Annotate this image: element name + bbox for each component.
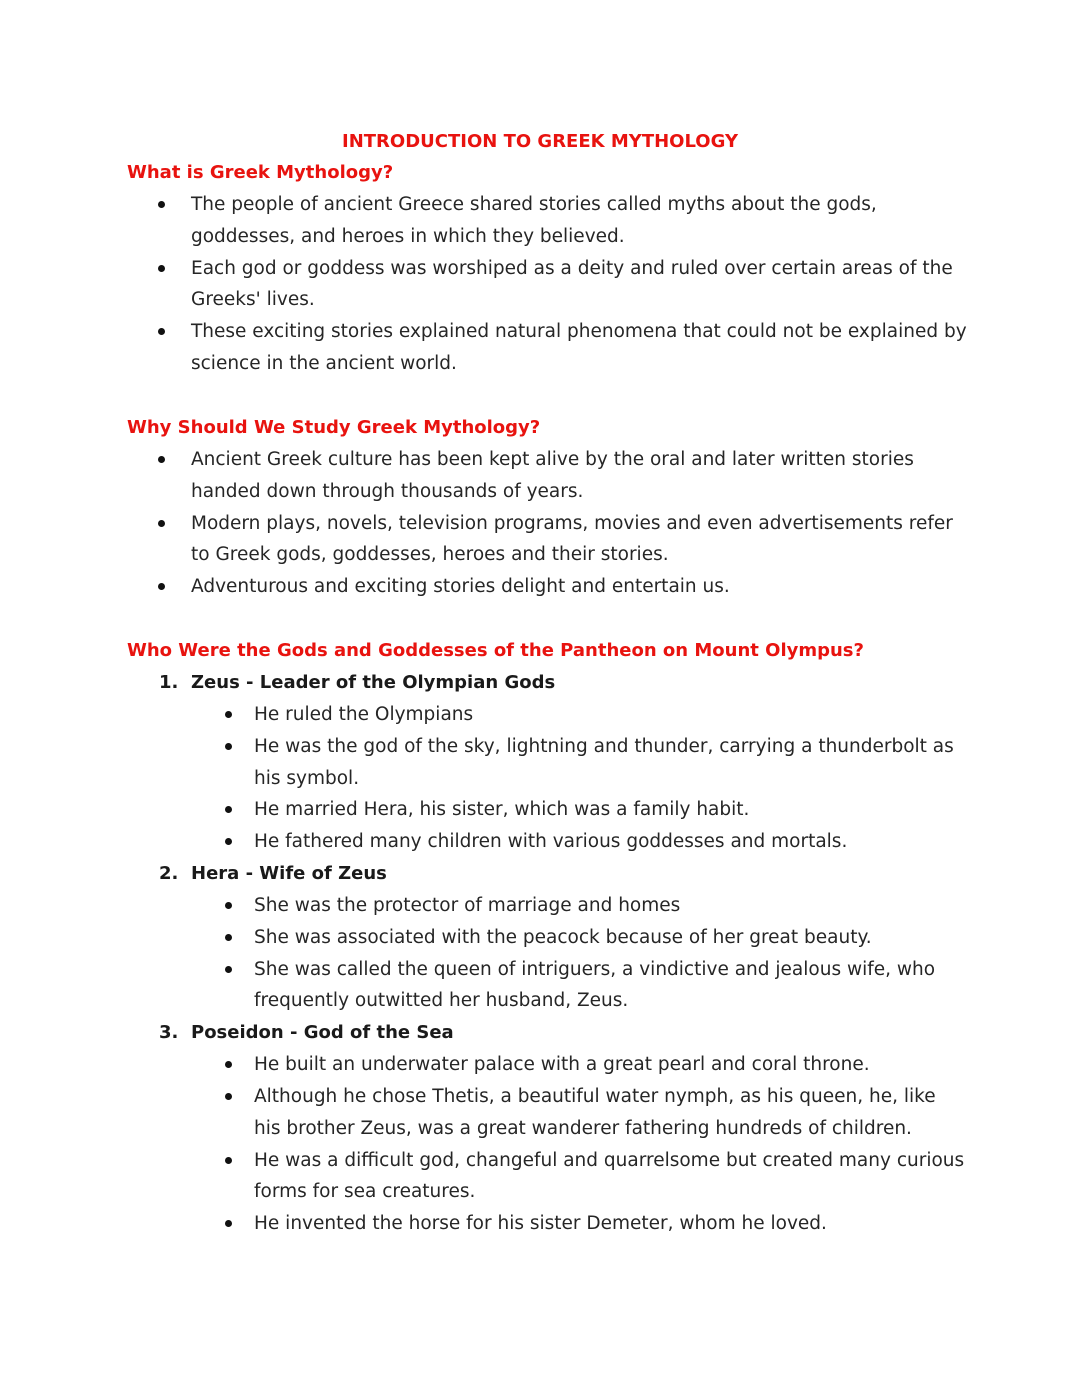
bullet-icon [225,743,232,750]
god-facts [191,890,967,1017]
bullet-icon [158,201,165,208]
section-what-is [127,157,967,380]
bullet-icon [158,583,165,590]
list-item: Although he chose Thetis, a beautiful water nymph, as his queen, he, like his brother Zeus, was a great wanderer fathering hundreds of children. [191,1081,967,1145]
list-item: Modern plays, novels, television programs, movies and even advertisements refer to Greek gods, goddesses, heroes and their stories. [127,508,967,572]
god-item-poseidon [127,1017,967,1240]
god-number: 2. [159,862,179,884]
section-heading: What is Greek Mythology? [127,162,394,183]
list-item: She was associated with the peacock because of her great beauty. [191,922,967,954]
list-item: Ancient Greek culture has been kept alive by the oral and later written stories handed down through thousands of years. [127,444,967,508]
bullet-icon [225,711,232,718]
list-item: She was the protector of marriage and homes [191,890,967,922]
bullet-icon [158,328,165,335]
god-title: Zeus - Leader of the Olympian Gods [191,672,556,693]
list-item: He invented the horse for his sister Demeter, whom he loved. [191,1208,967,1240]
list-item: These exciting stories explained natural phenomena that could not be explained by science in the ancient world. [127,316,967,380]
section-why-study [127,412,967,603]
bullet-icon [225,1157,232,1164]
bullet-icon [158,265,165,272]
bullet-list [127,444,967,603]
list-item: The people of ancient Greece shared stories called myths about the gods, goddesses, and heroes in which they believed. [127,189,967,253]
bullet-icon [225,934,232,941]
bullet-icon [225,838,232,845]
list-item: He fathered many children with various goddesses and mortals. [191,826,967,858]
god-number: 1. [159,672,179,693]
section-gods-pantheon [127,635,967,1240]
list-item: She was called the queen of intriguers, a vindictive and jealous wife, who frequently outwitted her husband, Zeus. [191,954,967,1018]
bullet-icon [225,966,232,973]
section-heading: Who Were the Gods and Goddesses of the Pantheon on Mount Olympus? [127,640,864,661]
list-item: He built an underwater palace with a great pearl and coral throne. [191,1049,967,1081]
god-facts [191,1049,967,1240]
god-facts [191,699,967,858]
section-heading: Why Should We Study Greek Mythology? [127,417,541,438]
bullet-icon [225,1061,232,1068]
list-item: Adventurous and exciting stories delight and entertain us. [127,571,967,603]
bullet-icon [158,456,165,463]
bullet-icon [158,520,165,527]
list-item: Each god or goddess was worshiped as a deity and ruled over certain areas of the Greeks' lives. [127,253,967,317]
list-item: He was the god of the sky, lightning and thunder, carrying a thunderbolt as his symbol. [191,731,967,795]
god-number: 3. [159,1022,179,1044]
gods-list [127,667,967,1240]
bullet-icon [225,1220,232,1227]
bullet-icon [225,1093,232,1100]
bullet-icon [225,806,232,813]
document-title: INTRODUCTION TO GREEK MYTHOLOGY [342,131,738,152]
list-item: He was a difficult god, changeful and quarrelsome but created many curious forms for sea creatures. [191,1145,967,1209]
list-item: He married Hera, his sister, which was a family habit. [191,794,967,826]
bullet-icon [225,902,232,909]
god-title: Hera - Wife of Zeus [191,862,387,884]
bullet-list [127,189,967,380]
god-item-hera [127,858,967,1017]
list-item: He ruled the Olympians [191,699,967,731]
god-title: Poseidon - God of the Sea [191,1022,454,1044]
god-item-zeus [127,667,967,858]
